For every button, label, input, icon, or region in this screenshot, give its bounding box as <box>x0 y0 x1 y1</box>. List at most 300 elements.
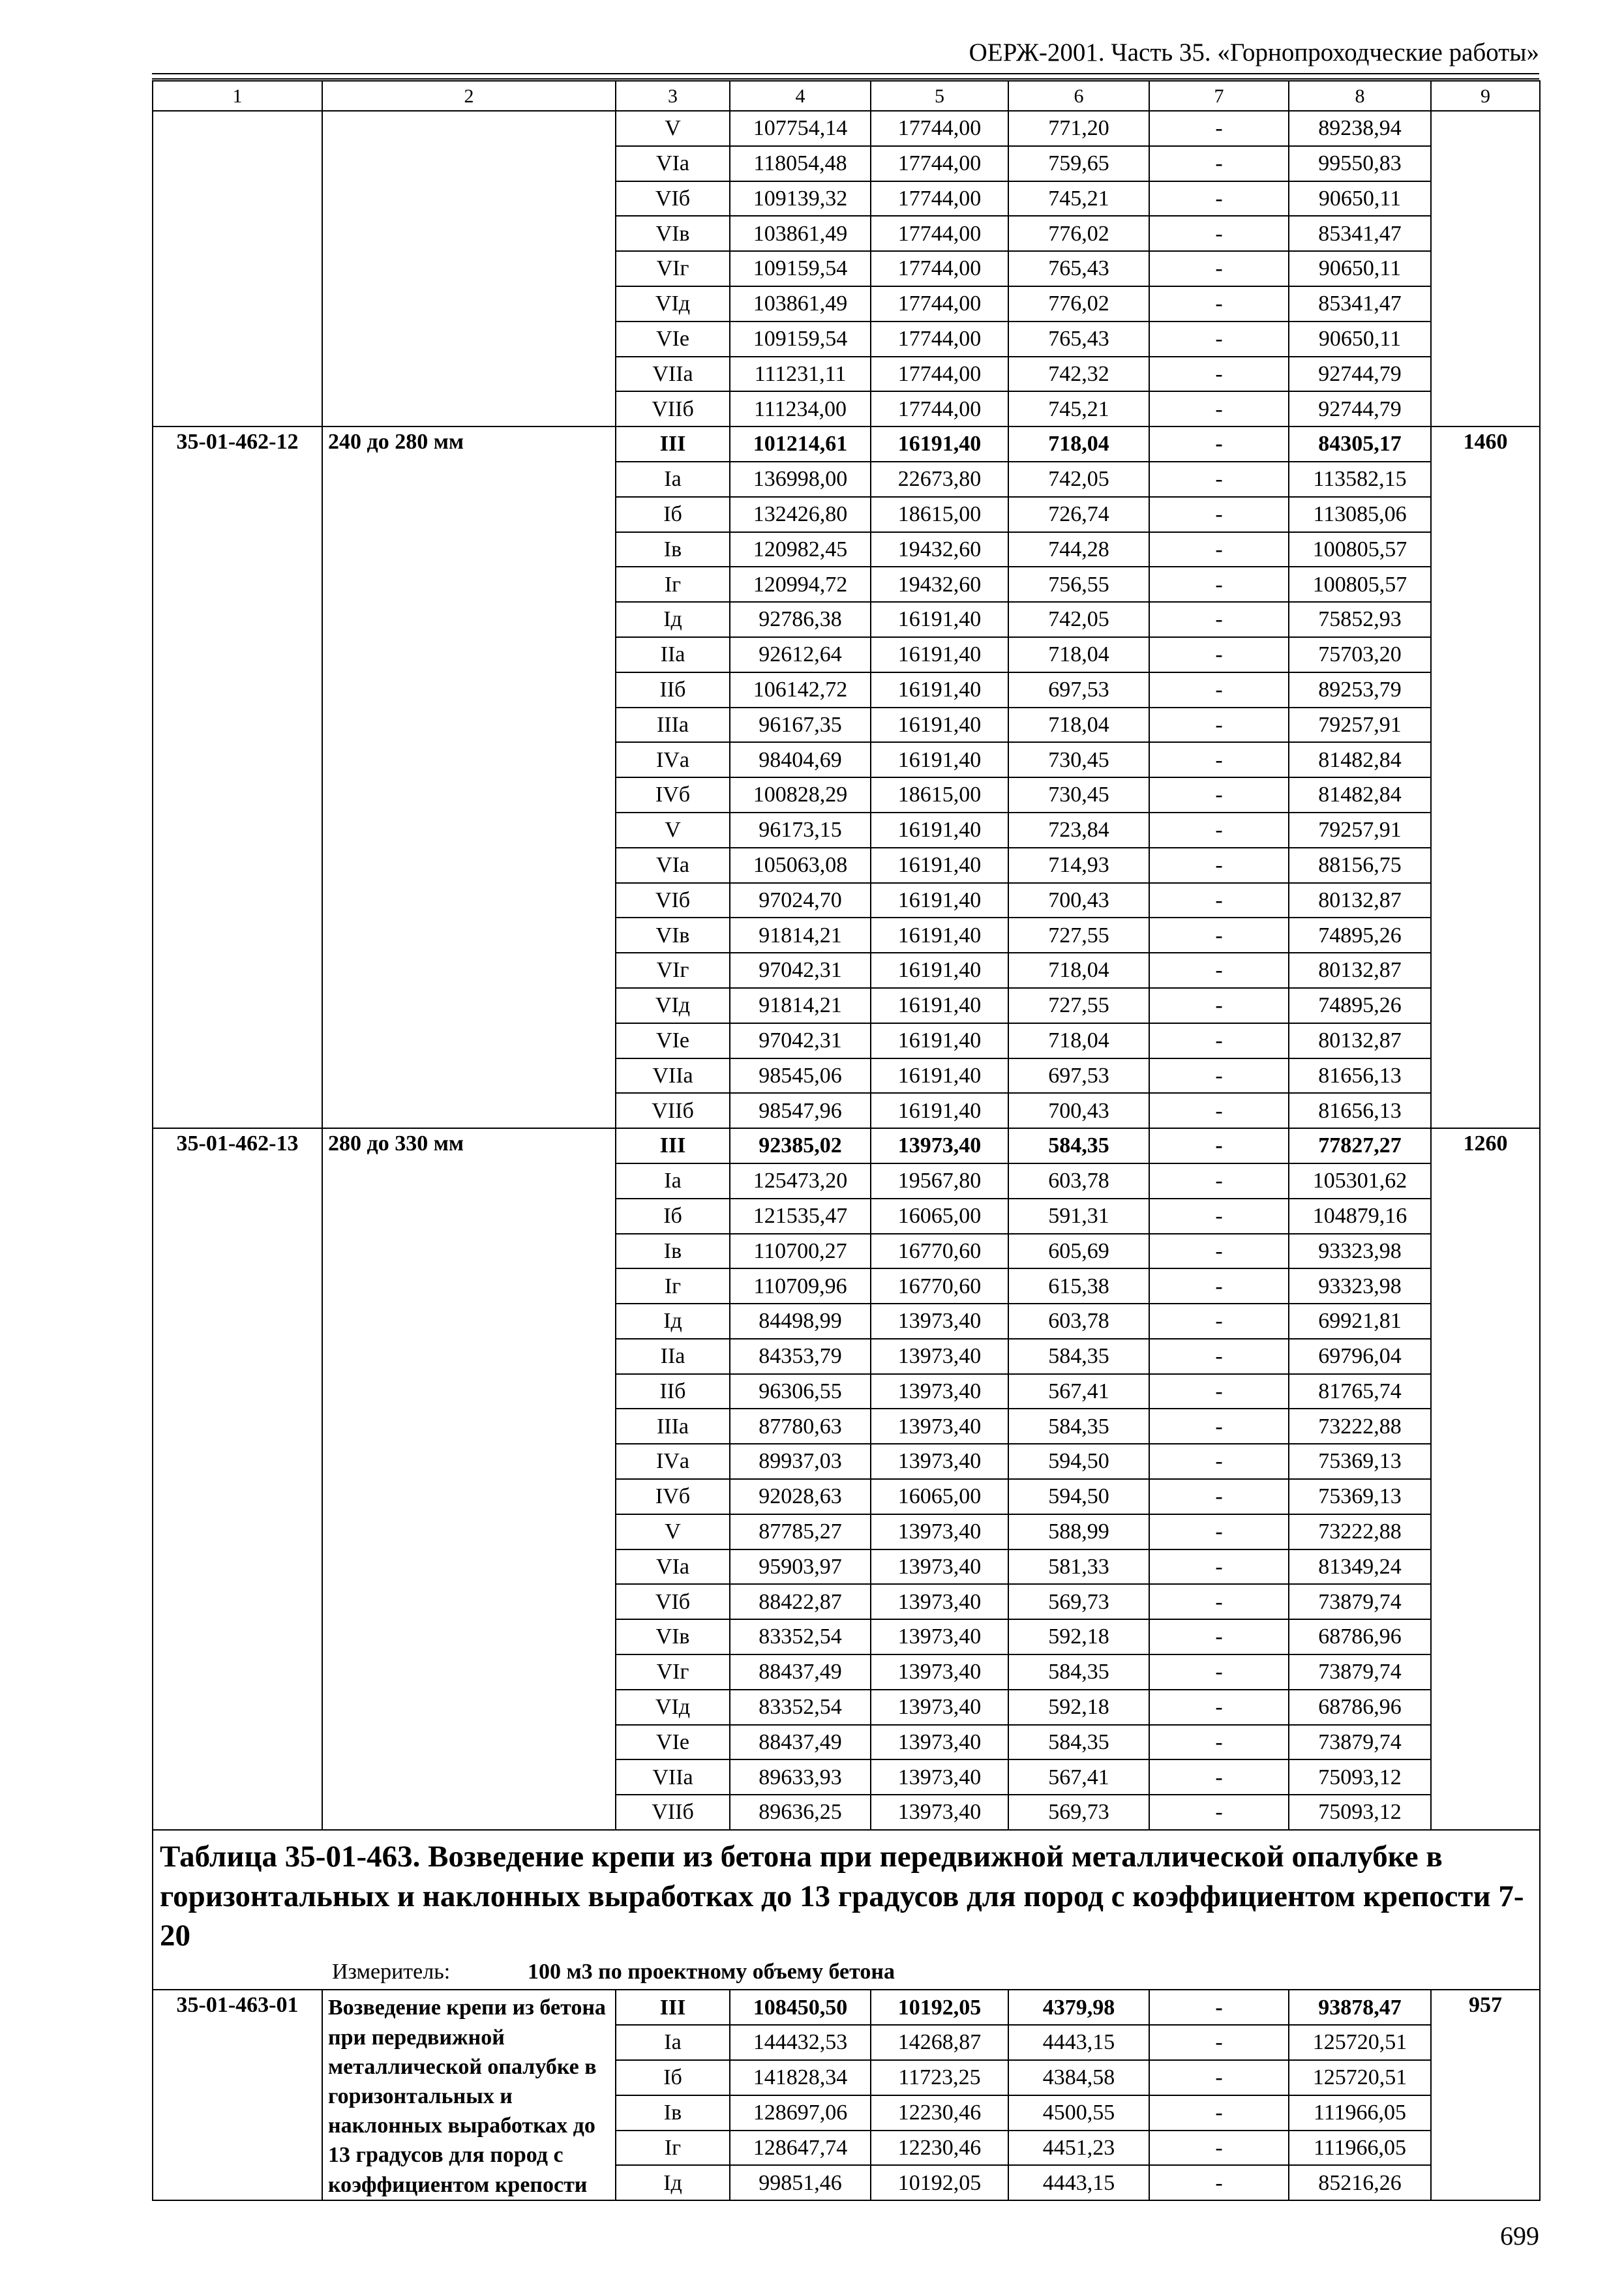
machine-cost-cell: 718,04 <box>1008 708 1149 743</box>
machine-cost-cell: 584,35 <box>1008 1654 1149 1690</box>
driver-wages-cell: - <box>1149 1409 1289 1444</box>
machine-cost-cell: 742,05 <box>1008 462 1149 497</box>
wages-cell: 13973,40 <box>871 1619 1008 1654</box>
driver-wages-cell: - <box>1149 988 1289 1023</box>
driver-wages-cell: - <box>1149 1339 1289 1374</box>
machine-cost-cell: 605,69 <box>1008 1234 1149 1269</box>
total-cost-cell: 87785,27 <box>730 1514 871 1549</box>
wages-cell: 17744,00 <box>871 357 1008 392</box>
driver-wages-cell: - <box>1149 918 1289 953</box>
norm-cell: 957 <box>1431 1990 1540 2200</box>
zone-cell: VIIа <box>616 1759 730 1795</box>
wages-cell: 13973,40 <box>871 1584 1008 1619</box>
machine-cost-cell: 759,65 <box>1008 146 1149 181</box>
materials-cost-cell: 85341,47 <box>1289 216 1431 251</box>
materials-cost-cell: 75852,93 <box>1289 602 1431 637</box>
total-cost-cell: 84498,99 <box>730 1304 871 1339</box>
machine-cost-cell: 697,53 <box>1008 672 1149 708</box>
materials-cost-cell: 85216,26 <box>1289 2165 1431 2200</box>
zone-cell: Iд <box>616 2165 730 2200</box>
total-cost-cell: 109159,54 <box>730 322 871 357</box>
driver-wages-cell: - <box>1149 426 1289 462</box>
materials-cost-cell: 73222,88 <box>1289 1409 1431 1444</box>
total-cost-cell: 89633,93 <box>730 1759 871 1795</box>
driver-wages-cell: - <box>1149 1619 1289 1654</box>
wages-cell: 16770,60 <box>871 1234 1008 1269</box>
materials-cost-cell: 69921,81 <box>1289 1304 1431 1339</box>
machine-cost-cell: 4443,15 <box>1008 2165 1149 2200</box>
zone-cell: Iд <box>616 602 730 637</box>
driver-wages-cell: - <box>1149 1093 1289 1128</box>
driver-wages-cell: - <box>1149 1759 1289 1795</box>
machine-cost-cell: 591,31 <box>1008 1199 1149 1234</box>
driver-wages-cell: - <box>1149 708 1289 743</box>
driver-wages-cell: - <box>1149 1023 1289 1058</box>
zone-cell: VIIб <box>616 1795 730 1830</box>
wages-cell: 11723,25 <box>871 2060 1008 2095</box>
wages-cell: 16191,40 <box>871 672 1008 708</box>
driver-wages-cell: - <box>1149 146 1289 181</box>
wages-cell: 16191,40 <box>871 1023 1008 1058</box>
machine-cost-cell: 615,38 <box>1008 1268 1149 1304</box>
machine-cost-cell: 718,04 <box>1008 637 1149 672</box>
wages-cell: 16191,40 <box>871 848 1008 883</box>
materials-cost-cell: 125720,51 <box>1289 2025 1431 2060</box>
wages-cell: 22673,80 <box>871 462 1008 497</box>
zone-cell: IVа <box>616 742 730 777</box>
materials-cost-cell: 75093,12 <box>1289 1795 1431 1830</box>
driver-wages-cell: - <box>1149 813 1289 848</box>
zone-cell: Iв <box>616 532 730 567</box>
driver-wages-cell: - <box>1149 2060 1289 2095</box>
driver-wages-cell: - <box>1149 1374 1289 1409</box>
zone-cell: VIIб <box>616 391 730 426</box>
materials-cost-cell: 73879,74 <box>1289 1584 1431 1619</box>
total-cost-cell: 91814,21 <box>730 918 871 953</box>
machine-cost-cell: 4384,58 <box>1008 2060 1149 2095</box>
total-cost-cell: 92612,64 <box>730 637 871 672</box>
zone-cell: VIг <box>616 1654 730 1690</box>
wages-cell: 18615,00 <box>871 497 1008 532</box>
machine-cost-cell: 776,02 <box>1008 286 1149 322</box>
machine-cost-cell: 730,45 <box>1008 742 1149 777</box>
driver-wages-cell: - <box>1149 1058 1289 1094</box>
zone-cell: Iа <box>616 2025 730 2060</box>
column-number: 2 <box>322 81 616 111</box>
materials-cost-cell: 80132,87 <box>1289 1023 1431 1058</box>
wages-cell: 16191,40 <box>871 813 1008 848</box>
machine-cost-cell: 718,04 <box>1008 953 1149 988</box>
zone-cell: IIIа <box>616 1409 730 1444</box>
wages-cell: 13973,40 <box>871 1514 1008 1549</box>
driver-wages-cell: - <box>1149 1725 1289 1760</box>
total-cost-cell: 99851,46 <box>730 2165 871 2200</box>
total-cost-cell: 88422,87 <box>730 1584 871 1619</box>
driver-wages-cell: - <box>1149 322 1289 357</box>
zone-cell: VIе <box>616 322 730 357</box>
zone-cell: VIд <box>616 286 730 322</box>
zone-cell: IIIа <box>616 708 730 743</box>
zone-cell: Iб <box>616 497 730 532</box>
zone-cell: Iг <box>616 567 730 602</box>
rate-name-cell: 280 до 330 мм <box>322 1128 616 1830</box>
zone-cell: IIа <box>616 637 730 672</box>
rate-code-cell: 35-01-462-12 <box>153 426 322 1128</box>
driver-wages-cell: - <box>1149 2095 1289 2131</box>
machine-cost-cell: 697,53 <box>1008 1058 1149 1094</box>
wages-cell: 17744,00 <box>871 322 1008 357</box>
materials-cost-cell: 75093,12 <box>1289 1759 1431 1795</box>
zone-cell: VIв <box>616 1619 730 1654</box>
wages-cell: 13973,40 <box>871 1549 1008 1585</box>
driver-wages-cell: - <box>1149 357 1289 392</box>
table-row <box>153 426 1540 462</box>
materials-cost-cell: 100805,57 <box>1289 567 1431 602</box>
materials-cost-cell: 73222,88 <box>1289 1514 1431 1549</box>
total-cost-cell: 103861,49 <box>730 216 871 251</box>
wages-cell: 16191,40 <box>871 742 1008 777</box>
total-cost-cell: 108450,50 <box>730 1990 871 2025</box>
zone-cell: Iа <box>616 1163 730 1199</box>
machine-cost-cell: 592,18 <box>1008 1690 1149 1725</box>
wages-cell: 16191,40 <box>871 918 1008 953</box>
machine-cost-cell: 584,35 <box>1008 1128 1149 1163</box>
total-cost-cell: 92786,38 <box>730 602 871 637</box>
wages-cell: 17744,00 <box>871 286 1008 322</box>
driver-wages-cell: - <box>1149 1268 1289 1304</box>
materials-cost-cell: 81656,13 <box>1289 1093 1431 1128</box>
zone-cell: VIа <box>616 848 730 883</box>
machine-cost-cell: 603,78 <box>1008 1304 1149 1339</box>
total-cost-cell: 118054,48 <box>730 146 871 181</box>
zone-cell: VIд <box>616 1690 730 1725</box>
meter-line <box>160 1960 1533 1984</box>
norm-cell: 1460 <box>1431 426 1540 1128</box>
materials-cost-cell: 104879,16 <box>1289 1199 1431 1234</box>
total-cost-cell: 121535,47 <box>730 1199 871 1234</box>
zone-cell: VIб <box>616 883 730 918</box>
materials-cost-cell: 73879,74 <box>1289 1725 1431 1760</box>
wages-cell: 12230,46 <box>871 2095 1008 2131</box>
total-cost-cell: 125473,20 <box>730 1163 871 1199</box>
zone-cell: Iб <box>616 2060 730 2095</box>
driver-wages-cell: - <box>1149 1199 1289 1234</box>
total-cost-cell: 100828,29 <box>730 777 871 813</box>
total-cost-cell: 95903,97 <box>730 1549 871 1585</box>
column-number: 5 <box>871 81 1008 111</box>
driver-wages-cell: - <box>1149 2025 1289 2060</box>
total-cost-cell: 96173,15 <box>730 813 871 848</box>
materials-cost-cell: 113085,06 <box>1289 497 1431 532</box>
total-cost-cell: 92385,02 <box>730 1128 871 1163</box>
wages-cell: 17744,00 <box>871 391 1008 426</box>
materials-cost-cell: 92744,79 <box>1289 357 1431 392</box>
machine-cost-cell: 584,35 <box>1008 1409 1149 1444</box>
machine-cost-cell: 718,04 <box>1008 1023 1149 1058</box>
total-cost-cell: 105063,08 <box>730 848 871 883</box>
zone-cell: IVа <box>616 1444 730 1479</box>
zone-cell: IIа <box>616 1339 730 1374</box>
wages-cell: 10192,05 <box>871 2165 1008 2200</box>
materials-cost-cell: 74895,26 <box>1289 988 1431 1023</box>
wages-cell: 13973,40 <box>871 1374 1008 1409</box>
machine-cost-cell: 718,04 <box>1008 426 1149 462</box>
norm-cell <box>1431 111 1540 426</box>
total-cost-cell: 84353,79 <box>730 1339 871 1374</box>
total-cost-cell: 109139,32 <box>730 181 871 217</box>
wages-cell: 13973,40 <box>871 1128 1008 1163</box>
zone-cell: Iг <box>616 1268 730 1304</box>
materials-cost-cell: 93323,98 <box>1289 1234 1431 1269</box>
materials-cost-cell: 89238,94 <box>1289 111 1431 146</box>
materials-cost-cell: 81482,84 <box>1289 742 1431 777</box>
machine-cost-cell: 742,05 <box>1008 602 1149 637</box>
materials-cost-cell: 90650,11 <box>1289 322 1431 357</box>
driver-wages-cell: - <box>1149 848 1289 883</box>
wages-cell: 16065,00 <box>871 1199 1008 1234</box>
driver-wages-cell: - <box>1149 1990 1289 2025</box>
total-cost-cell: 132426,80 <box>730 497 871 532</box>
materials-cost-cell: 90650,11 <box>1289 251 1431 286</box>
zone-cell: VIб <box>616 181 730 217</box>
machine-cost-cell: 765,43 <box>1008 322 1149 357</box>
total-cost-cell: 88437,49 <box>730 1725 871 1760</box>
total-cost-cell: 89937,03 <box>730 1444 871 1479</box>
wages-cell: 16191,40 <box>871 1093 1008 1128</box>
materials-cost-cell: 99550,83 <box>1289 146 1431 181</box>
wages-cell: 10192,05 <box>871 1990 1008 2025</box>
norm-cell: 1260 <box>1431 1128 1540 1830</box>
total-cost-cell: 98404,69 <box>730 742 871 777</box>
machine-cost-cell: 771,20 <box>1008 111 1149 146</box>
driver-wages-cell: - <box>1149 391 1289 426</box>
total-cost-cell: 106142,72 <box>730 672 871 708</box>
materials-cost-cell: 88156,75 <box>1289 848 1431 883</box>
rate-name-cell <box>322 111 616 426</box>
driver-wages-cell: - <box>1149 111 1289 146</box>
total-cost-cell: 109159,54 <box>730 251 871 286</box>
zone-cell: IIб <box>616 1374 730 1409</box>
machine-cost-cell: 765,43 <box>1008 251 1149 286</box>
zone-cell: Iв <box>616 2095 730 2131</box>
wages-cell: 16191,40 <box>871 988 1008 1023</box>
column-number: 1 <box>153 81 322 111</box>
header-rule <box>152 73 1539 74</box>
wages-cell: 13973,40 <box>871 1759 1008 1795</box>
wages-cell: 16065,00 <box>871 1479 1008 1514</box>
machine-cost-cell: 742,32 <box>1008 357 1149 392</box>
machine-cost-cell: 700,43 <box>1008 1093 1149 1128</box>
wages-cell: 17744,00 <box>871 111 1008 146</box>
driver-wages-cell: - <box>1149 216 1289 251</box>
driver-wages-cell: - <box>1149 181 1289 217</box>
zone-cell: VIа <box>616 1549 730 1585</box>
driver-wages-cell: - <box>1149 1479 1289 1514</box>
total-cost-cell: 97024,70 <box>730 883 871 918</box>
total-cost-cell: 128647,74 <box>730 2131 871 2166</box>
wages-cell: 14268,87 <box>871 2025 1008 2060</box>
driver-wages-cell: - <box>1149 672 1289 708</box>
rates-table <box>152 80 1541 2201</box>
materials-cost-cell: 69796,04 <box>1289 1339 1431 1374</box>
total-cost-cell: 144432,53 <box>730 2025 871 2060</box>
driver-wages-cell: - <box>1149 1234 1289 1269</box>
column-number: 4 <box>730 81 871 111</box>
column-number: 7 <box>1149 81 1289 111</box>
running-header: ОЕРЖ-2001. Часть 35. «Горнопроходческие работы» <box>969 38 1539 67</box>
wages-cell: 16191,40 <box>871 426 1008 462</box>
materials-cost-cell: 111966,05 <box>1289 2131 1431 2166</box>
zone-cell: Iг <box>616 2131 730 2166</box>
driver-wages-cell: - <box>1149 777 1289 813</box>
table-row <box>153 1990 1540 2025</box>
machine-cost-cell: 584,35 <box>1008 1339 1149 1374</box>
wages-cell: 19432,60 <box>871 567 1008 602</box>
materials-cost-cell: 81349,24 <box>1289 1549 1431 1585</box>
zone-cell: VIа <box>616 146 730 181</box>
driver-wages-cell: - <box>1149 883 1289 918</box>
wages-cell: 13973,40 <box>871 1339 1008 1374</box>
materials-cost-cell: 92744,79 <box>1289 391 1431 426</box>
total-cost-cell: 98545,06 <box>730 1058 871 1094</box>
machine-cost-cell: 745,21 <box>1008 181 1149 217</box>
driver-wages-cell: - <box>1149 1128 1289 1163</box>
driver-wages-cell: - <box>1149 532 1289 567</box>
driver-wages-cell: - <box>1149 1163 1289 1199</box>
rate-code-cell <box>153 111 322 426</box>
materials-cost-cell: 125720,51 <box>1289 2060 1431 2095</box>
total-cost-cell: 136998,00 <box>730 462 871 497</box>
driver-wages-cell: - <box>1149 1514 1289 1549</box>
driver-wages-cell: - <box>1149 251 1289 286</box>
zone-cell: VIд <box>616 988 730 1023</box>
machine-cost-cell: 730,45 <box>1008 777 1149 813</box>
machine-cost-cell: 603,78 <box>1008 1163 1149 1199</box>
materials-cost-cell: 80132,87 <box>1289 953 1431 988</box>
total-cost-cell: 83352,54 <box>730 1690 871 1725</box>
zone-cell: VIб <box>616 1584 730 1619</box>
machine-cost-cell: 744,28 <box>1008 532 1149 567</box>
materials-cost-cell: 75703,20 <box>1289 637 1431 672</box>
driver-wages-cell: - <box>1149 462 1289 497</box>
machine-cost-cell: 4500,55 <box>1008 2095 1149 2131</box>
driver-wages-cell: - <box>1149 567 1289 602</box>
wages-cell: 13973,40 <box>871 1725 1008 1760</box>
column-number: 9 <box>1431 81 1540 111</box>
total-cost-cell: 110700,27 <box>730 1234 871 1269</box>
wages-cell: 16191,40 <box>871 883 1008 918</box>
driver-wages-cell: - <box>1149 286 1289 322</box>
total-cost-cell: 110709,96 <box>730 1268 871 1304</box>
page-number: 699 <box>1500 2221 1539 2251</box>
column-number: 6 <box>1008 81 1149 111</box>
wages-cell: 16191,40 <box>871 1058 1008 1094</box>
machine-cost-cell: 581,33 <box>1008 1549 1149 1585</box>
wages-cell: 16191,40 <box>871 708 1008 743</box>
table-heading-row <box>153 1830 1540 1990</box>
total-cost-cell: 98547,96 <box>730 1093 871 1128</box>
materials-cost-cell: 68786,96 <box>1289 1619 1431 1654</box>
total-cost-cell: 96167,35 <box>730 708 871 743</box>
zone-cell: V <box>616 813 730 848</box>
wages-cell: 17744,00 <box>871 216 1008 251</box>
wages-cell: 13973,40 <box>871 1795 1008 1830</box>
table-title: Таблица 35-01-463. Возведение крепи из бетона при передвижной металлической опалубке в горизонтальных и наклонных выработках до 13 градусов для пород с коэффициентом крепости 7-20 <box>160 1840 1524 1953</box>
rate-code-cell: 35-01-463-01 <box>153 1990 322 2200</box>
total-cost-cell: 103861,49 <box>730 286 871 322</box>
driver-wages-cell: - <box>1149 1584 1289 1619</box>
column-number-row <box>153 81 1540 111</box>
total-cost-cell: 89636,25 <box>730 1795 871 1830</box>
total-cost-cell: 87780,63 <box>730 1409 871 1444</box>
rate-code-cell: 35-01-462-13 <box>153 1128 322 1830</box>
zone-cell: VIIа <box>616 1058 730 1094</box>
zone-cell: VIг <box>616 953 730 988</box>
machine-cost-cell: 723,84 <box>1008 813 1149 848</box>
total-cost-cell: 91814,21 <box>730 988 871 1023</box>
total-cost-cell: 141828,34 <box>730 2060 871 2095</box>
wages-cell: 16191,40 <box>871 602 1008 637</box>
zone-cell: VIIа <box>616 357 730 392</box>
materials-cost-cell: 75369,13 <box>1289 1444 1431 1479</box>
machine-cost-cell: 745,21 <box>1008 391 1149 426</box>
machine-cost-cell: 776,02 <box>1008 216 1149 251</box>
materials-cost-cell: 68786,96 <box>1289 1690 1431 1725</box>
zone-cell: Iд <box>616 1304 730 1339</box>
wages-cell: 16191,40 <box>871 953 1008 988</box>
machine-cost-cell: 567,41 <box>1008 1759 1149 1795</box>
materials-cost-cell: 113582,15 <box>1289 462 1431 497</box>
total-cost-cell: 92028,63 <box>730 1479 871 1514</box>
machine-cost-cell: 588,99 <box>1008 1514 1149 1549</box>
materials-cost-cell: 77827,27 <box>1289 1128 1431 1163</box>
materials-cost-cell: 111966,05 <box>1289 2095 1431 2131</box>
wages-cell: 13973,40 <box>871 1409 1008 1444</box>
meter-label: Измеритель: <box>332 1959 451 1984</box>
zone-cell: Iв <box>616 1234 730 1269</box>
machine-cost-cell: 4443,15 <box>1008 2025 1149 2060</box>
materials-cost-cell: 73879,74 <box>1289 1654 1431 1690</box>
zone-cell: VIIб <box>616 1093 730 1128</box>
table-row <box>153 111 1540 146</box>
wages-cell: 17744,00 <box>871 181 1008 217</box>
wages-cell: 13973,40 <box>871 1654 1008 1690</box>
total-cost-cell: 88437,49 <box>730 1654 871 1690</box>
table-row <box>153 1128 1540 1163</box>
machine-cost-cell: 756,55 <box>1008 567 1149 602</box>
total-cost-cell: 101214,61 <box>730 426 871 462</box>
driver-wages-cell: - <box>1149 602 1289 637</box>
header-rule <box>152 78 1539 80</box>
driver-wages-cell: - <box>1149 1654 1289 1690</box>
materials-cost-cell: 79257,91 <box>1289 813 1431 848</box>
wages-cell: 17744,00 <box>871 251 1008 286</box>
materials-cost-cell: 81482,84 <box>1289 777 1431 813</box>
total-cost-cell: 97042,31 <box>730 953 871 988</box>
materials-cost-cell: 93323,98 <box>1289 1268 1431 1304</box>
zone-cell: VIв <box>616 216 730 251</box>
materials-cost-cell: 105301,62 <box>1289 1163 1431 1199</box>
driver-wages-cell: - <box>1149 953 1289 988</box>
materials-cost-cell: 74895,26 <box>1289 918 1431 953</box>
rate-name-cell: 240 до 280 мм <box>322 426 616 1128</box>
zone-cell: III <box>616 1990 730 2025</box>
driver-wages-cell: - <box>1149 2131 1289 2166</box>
zone-cell: IVб <box>616 777 730 813</box>
wages-cell: 16191,40 <box>871 637 1008 672</box>
materials-cost-cell: 84305,17 <box>1289 426 1431 462</box>
machine-cost-cell: 727,55 <box>1008 988 1149 1023</box>
